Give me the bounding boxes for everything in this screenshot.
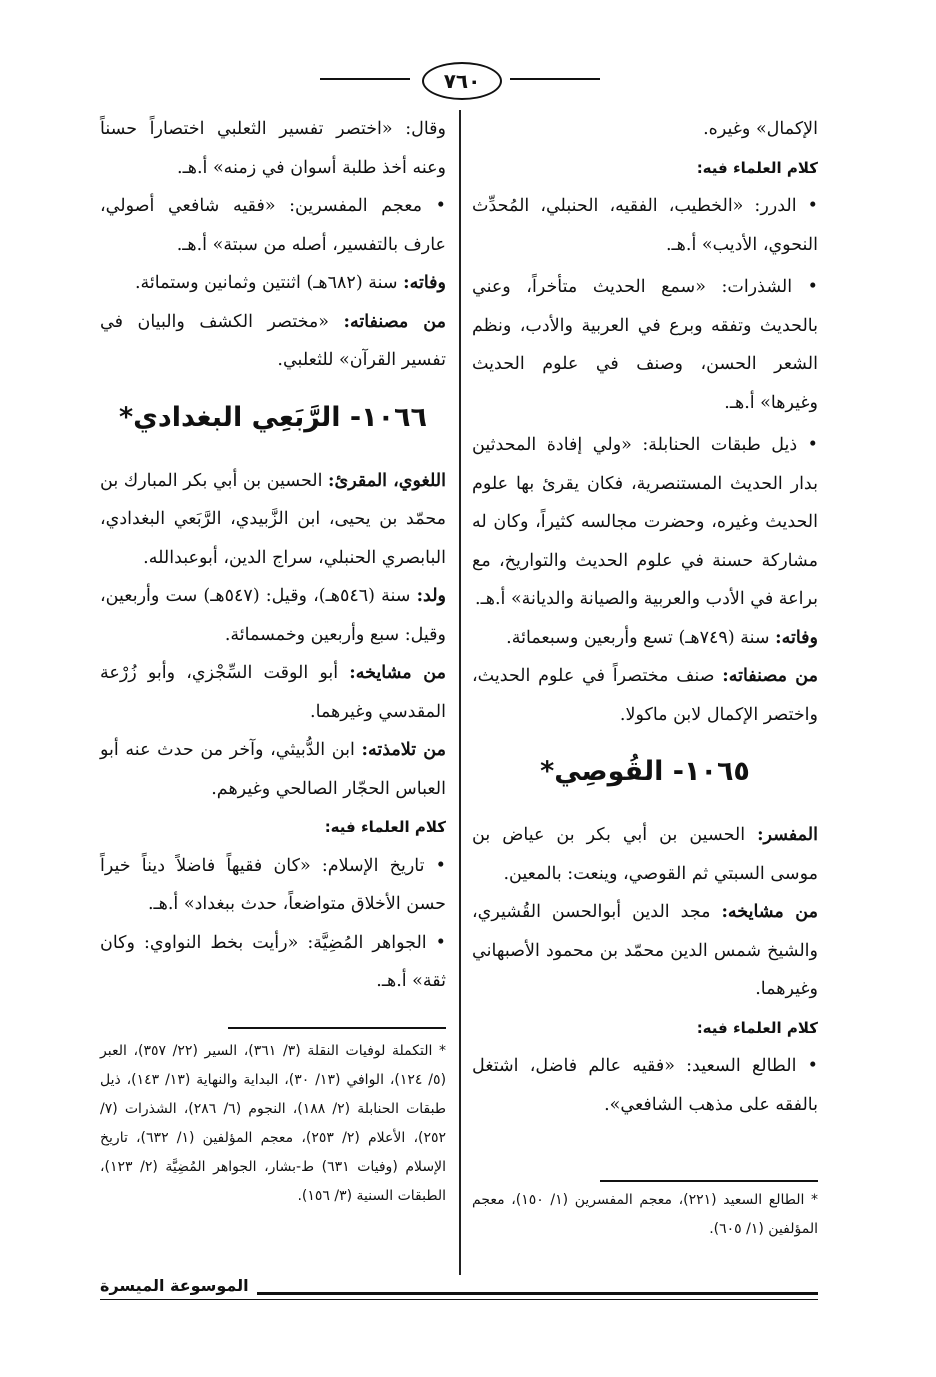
quote-shadharat: • الشذرات: «سمع الحديث متأخراً، وعني بالحديث وتفقه وبرع في العربية والأدب، ونظم الشعر الحسن، وصنف في علوم الحديث وغيرها» أ.هـ. bbox=[472, 277, 818, 413]
quote-talie: • الطالع السعيد: «فقيه عالم فاضل، اشتغل بالفقه على مذهب الشافعي». bbox=[472, 1056, 818, 1115]
entry-heading-1065: ١٠٦٥- القُوصِي* bbox=[540, 756, 750, 787]
bio-label: المفسر: bbox=[757, 825, 818, 845]
scholars-subheading: كلام العلماء فيه: bbox=[696, 1018, 818, 1037]
death-label: وفاته: bbox=[775, 627, 818, 648]
bio-text: الحسين بن أبي بكر بن عياض بن موسى السبتي ثم القوصي، وينعت: بالمعين. bbox=[472, 825, 818, 884]
works-text: «مختصر الكشف والبيان في تفسير القرآن» للثعلبي. bbox=[100, 311, 446, 370]
birth-entry bbox=[100, 577, 446, 654]
ornament-line-left bbox=[320, 78, 410, 80]
bio-label: اللغوي، المقرئ: bbox=[328, 470, 446, 491]
left-column bbox=[100, 110, 446, 1001]
quote-dhayl: • ذيل طبقات الحنابلة: «ولي إفادة المحدثين بدار الحديث المستنصرية، فكان يقرئ بها علوم الحديث وغيره، وحضرت مجالسه كثيراً، وكان له مشاركة حسنة في علوم الحديث والتواريخ، مع براعة في الأدب والعربية والصيانة والديانة» أ.هـ. bbox=[472, 435, 818, 609]
death-label: وفاته: bbox=[403, 273, 446, 293]
left-paragraph: وقال: «اختصر تفسير الثعلبي اختصاراً حسناً وعنه أخذ طلبة أسوان في زمنه» أ.هـ. bbox=[100, 119, 446, 178]
birth-text: سنة (٥٤٦هـ)، وقيل: (٥٤٧هـ) ست وأربعين، وقيل: سبع وأربعين وخمسمائة. bbox=[100, 586, 446, 645]
quote-jawahir: • الجواهر المُضِيَّة: «رأيت بخط النواوي: وكان ثقة» أ.هـ. bbox=[100, 932, 446, 991]
bio-entry bbox=[472, 816, 818, 893]
bio-text: الحسين بن أبي بكر المبارك بن محمّد بن يحيى، ابن الزَّبيدي، الرَّبَعي البغدادي، البابصري الحنبلي، سراج الدين، أبوعبدالله. bbox=[100, 470, 446, 568]
works-entry bbox=[100, 303, 446, 380]
scholars-subheading: كلام العلماء فيه: bbox=[324, 818, 446, 836]
ornament-line-right bbox=[510, 78, 600, 80]
footnote-left: * التكملة لوفيات النقلة (٣/ ٣٦١)، السير (٢٢/ ٣٥٧)، العبر (٥/ ١٢٤)، الوافي (١٣/ ٣٠)، البداية والنهاية (١٣/ ١٤٣)، ذيل طبقات الحنابلة (٢/ ١٨٨)، النجوم (٦/ ٢٨٦)، الشذرات (٧/ ٢٥٢)، الأعلام (٢/ ٢٥٣)، معجم المؤلفين (١/ ٦٣٢)، تاريخ الإسلام (وفيات ٦٣١) ط-بشار، الجواهر المُضِيَّة (٢/ ١٢٣)، الطبقات السنية (٣/ ١٥٦). bbox=[100, 1043, 447, 1204]
teachers-text: أبو الوقت السِّجْزي، وأبو زُرْعة المقدسي وغيرهما. bbox=[100, 663, 446, 722]
students-label: من تلامذته: bbox=[361, 740, 446, 760]
right-paragraph: الإكمال» وغيره. bbox=[703, 119, 818, 139]
works-label: من مصنفاته: bbox=[722, 666, 818, 686]
page-number: ٧٦٠ bbox=[422, 62, 502, 100]
footer-title: الموسوعة الميسرة bbox=[100, 1276, 257, 1295]
quote-durar: • الدرر: «الخطيب، الفقيه، الحنبلي، المُحدِّث النحوي، الأديب» أ.هـ. bbox=[472, 196, 818, 255]
works-label: من مصنفاته: bbox=[343, 311, 446, 332]
works-text: صنف مختصراً في علوم الحديث، واختصر الإكمال لابن ماكولا. bbox=[472, 666, 818, 725]
footnote-rule bbox=[600, 1180, 818, 1182]
page-number-ornament bbox=[410, 60, 510, 98]
entry-heading-1066: ١٠٦٦- الرَّبَعِي البغدادي* bbox=[118, 401, 428, 433]
students-entry bbox=[100, 731, 446, 808]
footnote-rule bbox=[228, 1027, 446, 1029]
teachers-text: مجد الدين أبوالحسن القُشيري، والشيخ شمس الدين محمّد بن محمود الأصبهاني وغيرهما. bbox=[472, 902, 818, 999]
quote-mujam: • معجم المفسرين: «فقيه شافعي أصولي، عارف بالتفسير، أصله من سبتة» أ.هـ. bbox=[100, 196, 446, 255]
teachers-entry bbox=[100, 654, 446, 731]
works-entry bbox=[472, 657, 818, 734]
teachers-label: من مشايخه: bbox=[721, 902, 818, 922]
quote-tarikh: • تاريخ الإسلام: «كان فقيهاً فاضلاً ديناً خيراً حسن الأخلاق متواضعاً، حدث ببغداد» أ.هـ. bbox=[100, 855, 446, 914]
teachers-entry bbox=[472, 893, 818, 1009]
death-entry bbox=[100, 264, 446, 303]
death-entry bbox=[472, 619, 818, 658]
students-text: ابن الدُّبيثي، وآخر من حدث عنه أبو العباس الحجّار الصالحي وغيرهم. bbox=[100, 740, 446, 799]
right-column bbox=[472, 110, 818, 1124]
column-divider bbox=[459, 110, 461, 1275]
bio-entry bbox=[100, 462, 446, 578]
footnote-right: * الطالع السعيد (٢٢١)، معجم المفسرين (١/ ١٥٠)، معجم المؤلفين (١/ ٦٠٥). bbox=[472, 1192, 819, 1237]
scholars-subheading: كلام العلماء فيه: bbox=[696, 158, 818, 177]
death-text: سنة (٦٨٢هـ) اثنتين وثمانين وستمائة. bbox=[134, 273, 398, 293]
teachers-label: من مشايخه: bbox=[349, 663, 446, 683]
birth-label: ولد: bbox=[416, 586, 447, 606]
death-text: سنة (٧٤٩هـ) تسع وأربعين وسبعمائة. bbox=[506, 627, 770, 648]
